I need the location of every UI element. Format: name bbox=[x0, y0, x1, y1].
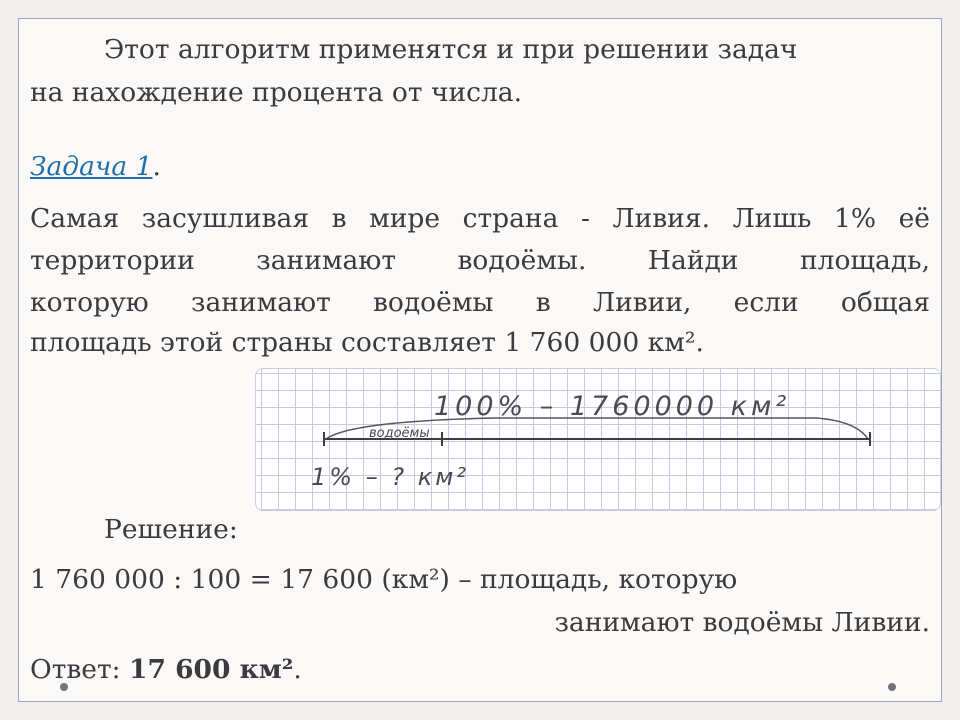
task-line-1: Самая засушливая в мире страна - Ливия. Лишь 1% её bbox=[30, 203, 930, 234]
solution-equation: 1 760 000 : 100 = 17 600 (км²) – площадь, которую bbox=[30, 564, 738, 595]
task-heading-dot: . bbox=[152, 151, 161, 182]
answer-label: Ответ: bbox=[30, 654, 129, 685]
intro-line-1: Этот алгоритм применятся и при решении задач bbox=[104, 34, 798, 65]
segment-label: водоёмы bbox=[369, 426, 430, 441]
solution-equation-cont: занимают водоёмы Ливии. bbox=[554, 607, 930, 638]
task-line-3: которую занимают водоёмы в Ливии, если общая bbox=[30, 287, 930, 318]
diagram-grid bbox=[255, 368, 941, 511]
task-heading bbox=[30, 144, 930, 189]
answer-line bbox=[30, 647, 930, 692]
task-line-2: территории занимают водоёмы. Найди площадь, bbox=[30, 245, 930, 276]
intro-line-2: на нахождение процента от числа. bbox=[30, 77, 523, 108]
answer-end: . bbox=[293, 654, 302, 685]
part-label: 1% – ? км² bbox=[311, 463, 469, 491]
task-line-4: площадь этой страны составляет 1 760 000 км². bbox=[30, 327, 704, 358]
answer-value: 17 600 км² bbox=[129, 654, 294, 685]
total-label: 100% – 1760000 км² bbox=[434, 391, 791, 422]
segment-diagram bbox=[256, 369, 941, 511]
solution-heading: Решение: bbox=[104, 514, 238, 545]
task-link[interactable]: Задача 1 bbox=[30, 151, 153, 182]
